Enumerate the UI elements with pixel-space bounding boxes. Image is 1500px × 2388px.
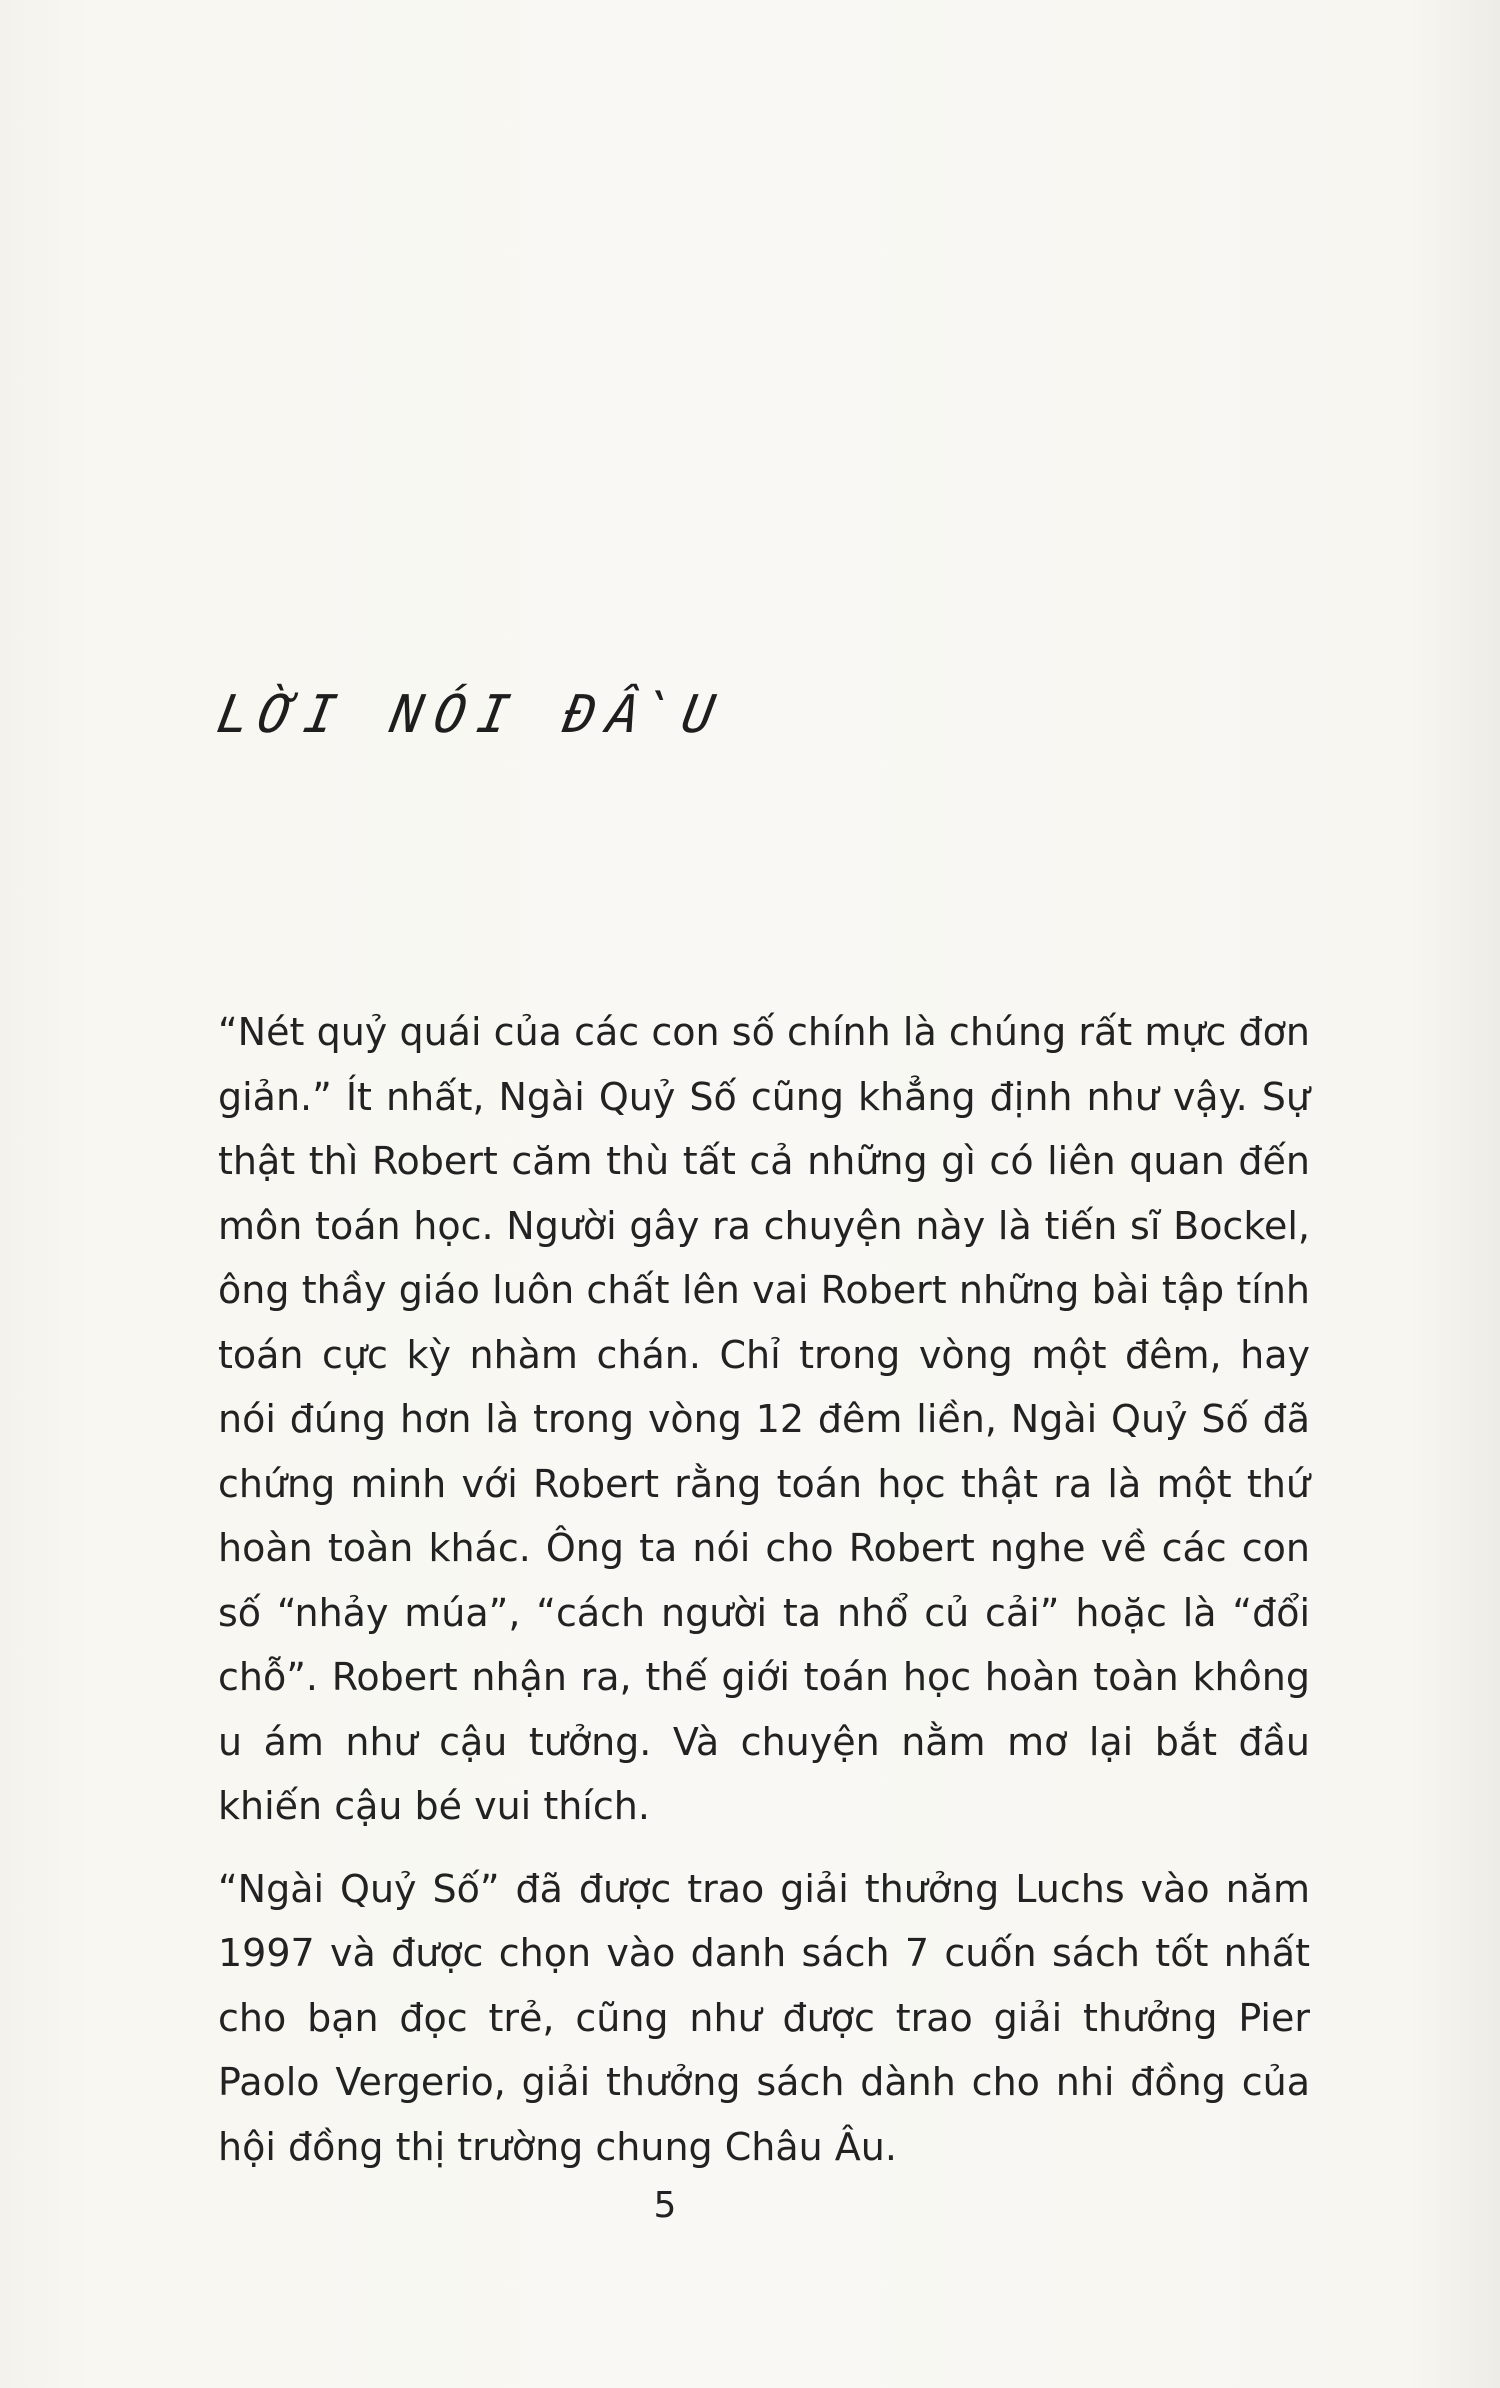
paragraph-intro: “Nét quỷ quái của các con số chính là chúng rất mực đơn giản.” Ít nhất, Ngài Quỷ Số cũng khẳng định như vậy. Sự thật thì Robert căm thù tất cả những gì có liên quan đến môn toán học. Người gây ra chuyện này là tiến sĩ Bockel, ông thầy giáo luôn chất lên vai Robert những bài tập tính toán cực kỳ nhàm chán. Chỉ trong vòng một đêm, hay nói đúng hơn là trong vòng 12 đêm liền, Ngài Quỷ Số đã chứng minh với Robert rằng toán học thật ra là một thứ hoàn toàn khác. Ông ta nói cho Robert nghe về các con số “nhảy múa”, “cách người ta nhổ củ cải” hoặc là “đổi chỗ”. Robert nhận ra, thế giới toán học hoàn toàn không u ám như cậu tưởng. Và chuyện nằm mơ lại bắt đầu khiến cậu bé vui thích.: [218, 1010, 1310, 1828]
page-number: 5: [653, 2185, 677, 2226]
preface-body: [218, 1000, 1310, 2197]
chapter-title: LỜI NÓI ĐẦU: [212, 685, 731, 745]
paragraph-awards: “Ngài Quỷ Số” đã được trao giải thưởng Luchs vào năm 1997 và được chọn vào danh sách 7 cuốn sách tốt nhất cho bạn đọc trẻ, cũng như được trao giải thưởng Pier Paolo Vergerio, giải thưởng sách dành cho nhi đồng của hội đồng thị trường chung Châu Âu.: [218, 1866, 1310, 2169]
